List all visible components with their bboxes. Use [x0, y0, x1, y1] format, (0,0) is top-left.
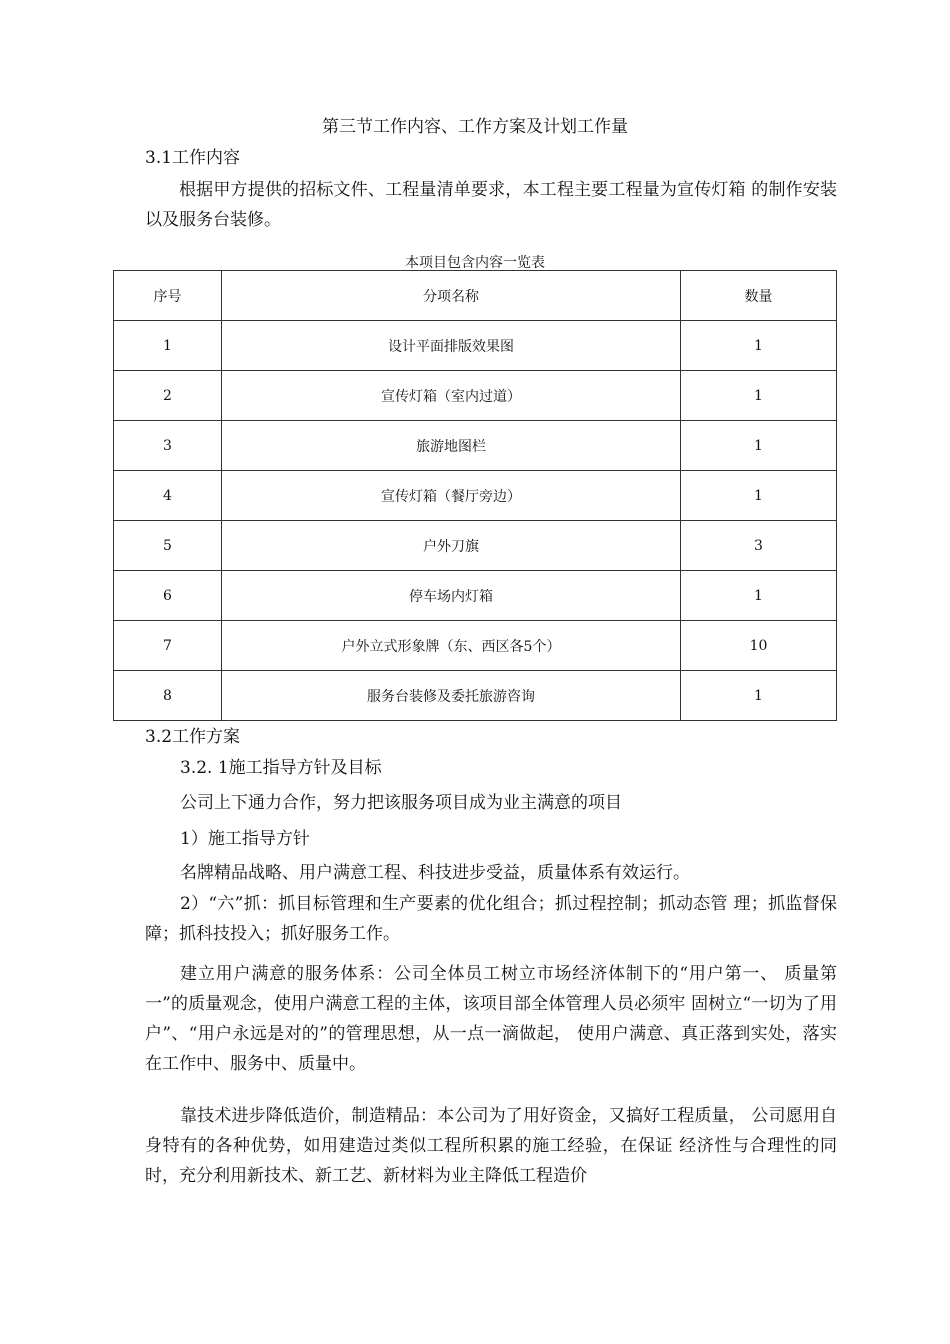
cell-quantity: 1: [681, 671, 837, 721]
cell-index: 6: [114, 571, 222, 621]
heading-3-2: 3.2工作方案: [145, 727, 241, 747]
cell-index: 5: [114, 521, 222, 571]
header-index: 序号: [114, 271, 222, 321]
table-row: [114, 321, 837, 371]
cell-item-name: 停车场内灯箱: [222, 571, 681, 621]
paragraph-work-content: 根据甲方提供的招标文件、工程量清单要求，本工程主要工程量为宣传灯箱 的制作安装以及服务台装修。: [145, 180, 837, 230]
section-title: 第三节工作内容、工作方案及计划工作量: [322, 117, 628, 137]
cell-quantity: 1: [681, 471, 837, 521]
header-item-name: 分项名称: [222, 271, 681, 321]
service-system-paragraph: 建立用户满意的服务体系：公司全体员工树立市场经济体制下的“用户第一、 质量第一”的质量观念，使用户满意工程的主体，该项目部全体管理人员必须牢 固树立“一切为了用户”、“用户永远是对的”的管理思想，从一点一滴做起， 使用户满意、真正落到实处，落实在工作中、服务中、质量中。: [145, 964, 837, 1074]
table-row: [114, 421, 837, 471]
heading-3-2-1: 3.2. 1施工指导方针及目标: [180, 758, 382, 778]
cell-item-name: 服务台装修及委托旅游咨询: [222, 671, 681, 721]
tech-progress-paragraph: 靠技术进步降低造价，制造精品：本公司为了用好资金，又搞好工程质量， 公司愿用自身特有的各种优势，如用建造过类似工程所积累的施工经验，在保证 经济性与合理性的同时，充分利用新技术、新工艺、新材料为业主降低工程造价: [145, 1106, 837, 1186]
cell-item-name: 设计平面排版效果图: [222, 321, 681, 371]
item2-paragraph: 2）“六”抓：抓目标管理和生产要素的优化组合；抓过程控制；抓动态管 理；抓监督保障；抓科技投入；抓好服务工作。: [145, 894, 837, 944]
table-row: [114, 471, 837, 521]
cell-index: 4: [114, 471, 222, 521]
item1-label: 1）施工指导方针: [180, 829, 310, 849]
header-quantity: 数量: [681, 271, 837, 321]
cell-index: 7: [114, 621, 222, 671]
cell-quantity: 10: [681, 621, 837, 671]
table-row: [114, 621, 837, 671]
work-items-table: [113, 270, 837, 721]
cell-quantity: 3: [681, 521, 837, 571]
cell-item-name: 旅游地图栏: [222, 421, 681, 471]
table-header-row: [114, 271, 837, 321]
cell-index: 2: [114, 371, 222, 421]
table-caption: 本项目包含内容一览表: [405, 255, 545, 271]
cell-item-name: 宣传灯箱（室内过道）: [222, 371, 681, 421]
heading-3-1: 3.1工作内容: [145, 148, 241, 168]
table-row: [114, 521, 837, 571]
cell-quantity: 1: [681, 421, 837, 471]
cell-index: 1: [114, 321, 222, 371]
item1-text: 名牌精品战略、用户满意工程、科技进步受益，质量体系有效运行。: [180, 863, 690, 883]
cell-index: 8: [114, 671, 222, 721]
cell-item-name: 户外刀旗: [222, 521, 681, 571]
cell-quantity: 1: [681, 371, 837, 421]
goal-text: 公司上下通力合作，努力把该服务项目成为业主满意的项目: [180, 793, 622, 813]
table-row: [114, 571, 837, 621]
cell-quantity: 1: [681, 321, 837, 371]
table-row: [114, 671, 837, 721]
cell-item-name: 户外立式形象牌（东、西区各5个）: [222, 621, 681, 671]
cell-item-name: 宣传灯箱（餐厅旁边）: [222, 471, 681, 521]
cell-quantity: 1: [681, 571, 837, 621]
table-row: [114, 371, 837, 421]
cell-index: 3: [114, 421, 222, 471]
